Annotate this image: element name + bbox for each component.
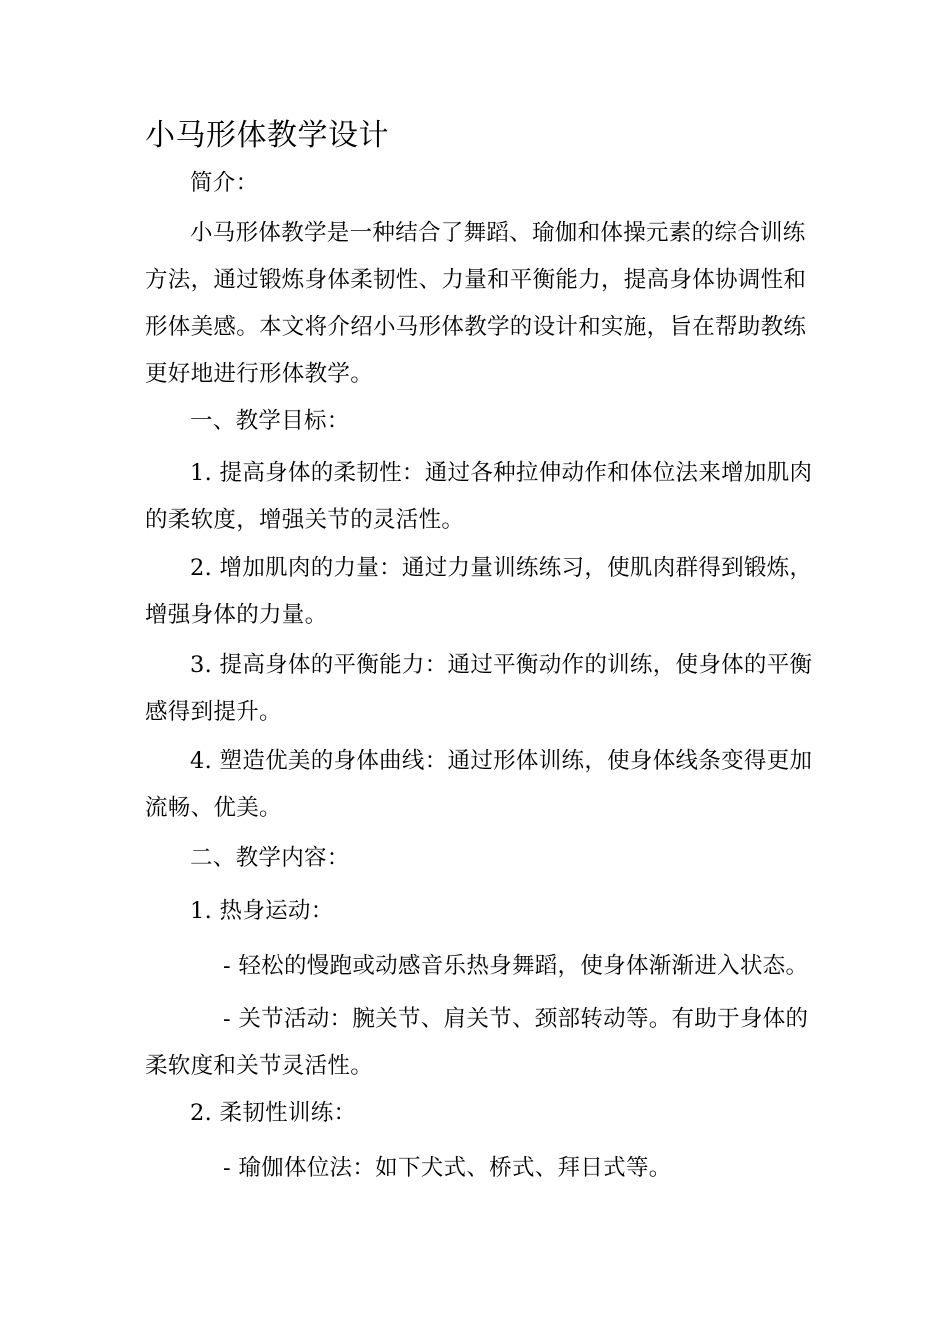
intro-paragraph: 小马形体教学是一种结合了舞蹈、瑜伽和体操元素的综合训练方法，通过锻炼身体柔韧性、力量和平衡能力，提高身体协调性和形体美感。本文将介绍小马形体教学的设计和实施，旨在帮助教练更好地进行形体教学。 <box>145 220 807 387</box>
content-subitem-joints: - 关节活动：腕关节、肩关节、颈部转动等。有助于身体的柔软度和关节灵活性。 <box>145 1006 809 1079</box>
goal-item-3: 3. 提高身体的平衡能力：通过平衡动作的训练，使身体的平衡感得到提升。 <box>145 652 813 725</box>
goal-item-2: 2. 增加肌肉的力量：通过力量训练练习，使肌肉群得到锻炼，增强身体的力量。 <box>145 555 813 628</box>
content-item-warmup: 1. 热身运动： <box>190 898 334 924</box>
content-item-flexibility: 2. 柔韧性训练： <box>190 1100 357 1126</box>
content-subitem-jogging: - 轻松的慢跑或动感音乐热身舞蹈，使身体渐渐进入状态。 <box>223 953 809 979</box>
section-heading-goals: 一、教学目标： <box>190 408 350 434</box>
content-subitem-yoga: - 瑜伽体位法：如下犬式、桥式、拜日式等。 <box>223 1155 672 1181</box>
intro-heading: 简介： <box>190 170 259 196</box>
goal-item-4: 4. 塑造优美的身体曲线：通过形体训练，使身体线条变得更加流畅、优美。 <box>145 748 813 821</box>
goal-item-1: 1. 提高身体的柔韧性：通过各种拉伸动作和体位法来增加肌肉的柔软度，增强关节的灵活性。 <box>145 460 813 533</box>
section-heading-content: 二、教学内容： <box>190 845 350 871</box>
document-title: 小马形体教学设计 <box>145 118 389 153</box>
